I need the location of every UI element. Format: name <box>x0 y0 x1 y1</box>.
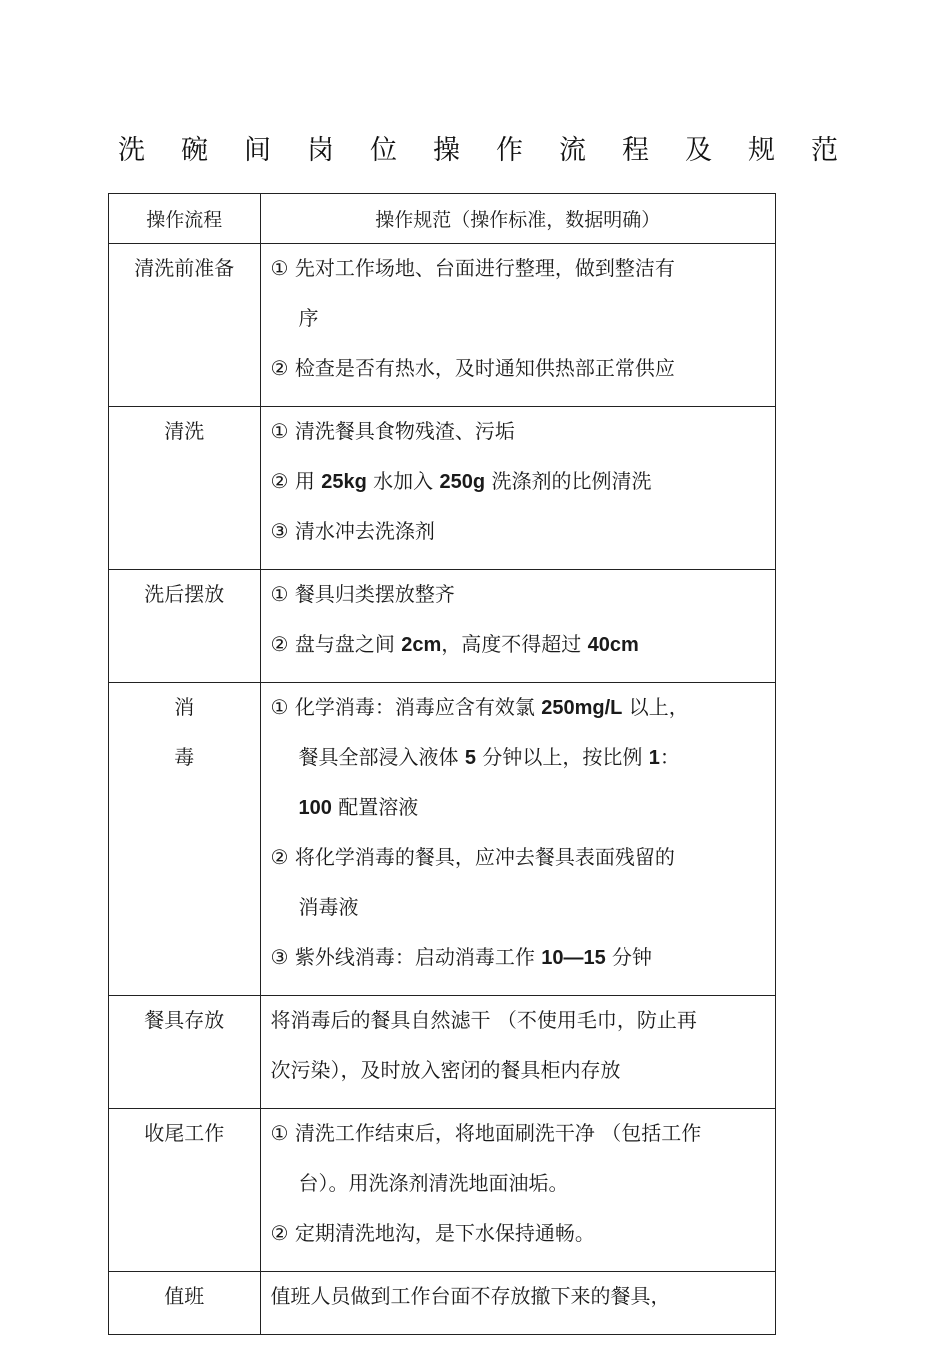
stage-label: 消 <box>174 695 195 719</box>
stage-label: 洗后摆放 <box>144 582 225 606</box>
title-char: 碗 <box>181 135 208 166</box>
title-char: 作 <box>496 135 523 166</box>
stage-cell <box>109 407 261 570</box>
stage-label: 餐具存放 <box>144 1008 225 1032</box>
page-title <box>118 128 838 167</box>
spec-line: ① 化学消毒：消毒应含有效氯 250mg/L 以上， <box>270 695 689 719</box>
header-stage: 操作流程 <box>109 194 261 244</box>
spec-cell <box>260 570 775 683</box>
table-row <box>109 996 776 1109</box>
spec-line: ② 检查是否有热水，及时通知供热部正常供应 <box>270 356 675 380</box>
title-char: 程 <box>622 135 649 166</box>
procedure-table <box>108 193 776 1335</box>
spec-line: ① 先对工作场地、台面进行整理，做到整洁有 <box>270 256 675 280</box>
stage-cell <box>109 683 261 996</box>
spec-line: ③ 清水冲去洗涤剂 <box>270 519 435 543</box>
spec-line: 台）。用洗涤剂清洗地面油垢。 <box>298 1171 569 1195</box>
title-char: 及 <box>685 135 712 166</box>
table-header-row <box>109 194 776 244</box>
spec-line: 餐具全部浸入液体 5 分钟以上，按比例 1： <box>298 745 680 769</box>
title-char: 岗 <box>307 135 334 166</box>
title-char: 位 <box>370 135 397 166</box>
table-row <box>109 683 776 996</box>
stage-cell <box>109 570 261 683</box>
title-char: 间 <box>244 135 271 166</box>
spec-cell <box>260 244 775 407</box>
spec-line: ① 餐具归类摆放整齐 <box>270 582 455 606</box>
spec-cell <box>260 407 775 570</box>
spec-line: 消毒液 <box>298 895 359 919</box>
spec-cell <box>260 1109 775 1272</box>
spec-line: ② 用 25kg 水加入 250g 洗涤剂的比例清洗 <box>270 469 652 493</box>
spec-line: ② 将化学消毒的餐具，应冲去餐具表面残留的 <box>270 845 675 869</box>
stage-label: 清洗前准备 <box>134 256 235 280</box>
header-spec: 操作规范（操作标准，数据明确） <box>260 194 775 244</box>
stage-cell <box>109 996 261 1109</box>
spec-line: 将消毒后的餐具自然滤干 （不使用毛巾，防止再 <box>270 1008 697 1032</box>
spec-line: ① 清洗工作结束后，将地面刷洗干净 （包括工作 <box>270 1121 702 1145</box>
spec-cell <box>260 683 775 996</box>
spec-line: ③ 紫外线消毒：启动消毒工作 10—15 分钟 <box>270 945 653 969</box>
title-char: 操 <box>433 135 460 166</box>
table-row <box>109 1272 776 1335</box>
spec-line: ② 盘与盘之间 2cm，高度不得超过 40cm <box>270 632 639 656</box>
title-char: 规 <box>748 135 775 166</box>
stage-cell <box>109 1272 261 1335</box>
spec-line: 100 配置溶液 <box>298 795 419 819</box>
stage-cell <box>109 244 261 407</box>
spec-cell <box>260 1272 775 1335</box>
title-char: 洗 <box>118 135 145 166</box>
spec-cell <box>260 996 775 1109</box>
spec-line: ② 定期清洗地沟，是下水保持通畅。 <box>270 1221 595 1245</box>
stage-label: 值班 <box>164 1284 205 1308</box>
table-row <box>109 244 776 407</box>
stage-label: 收尾工作 <box>144 1121 225 1145</box>
spec-line: 序 <box>298 306 319 330</box>
spec-line: 值班人员做到工作台面不存放撤下来的餐具， <box>270 1284 671 1308</box>
stage-label: 清洗 <box>164 419 205 443</box>
spec-line: ① 清洗餐具食物残渣、污垢 <box>270 419 515 443</box>
table-row <box>109 1109 776 1272</box>
table-row <box>109 570 776 683</box>
spec-line: 次污染），及时放入密闭的餐具柜内存放 <box>270 1058 621 1082</box>
table-row <box>109 407 776 570</box>
title-char: 范 <box>811 135 838 166</box>
stage-label: 毒 <box>174 745 195 769</box>
stage-cell <box>109 1109 261 1272</box>
title-char: 流 <box>559 135 586 166</box>
